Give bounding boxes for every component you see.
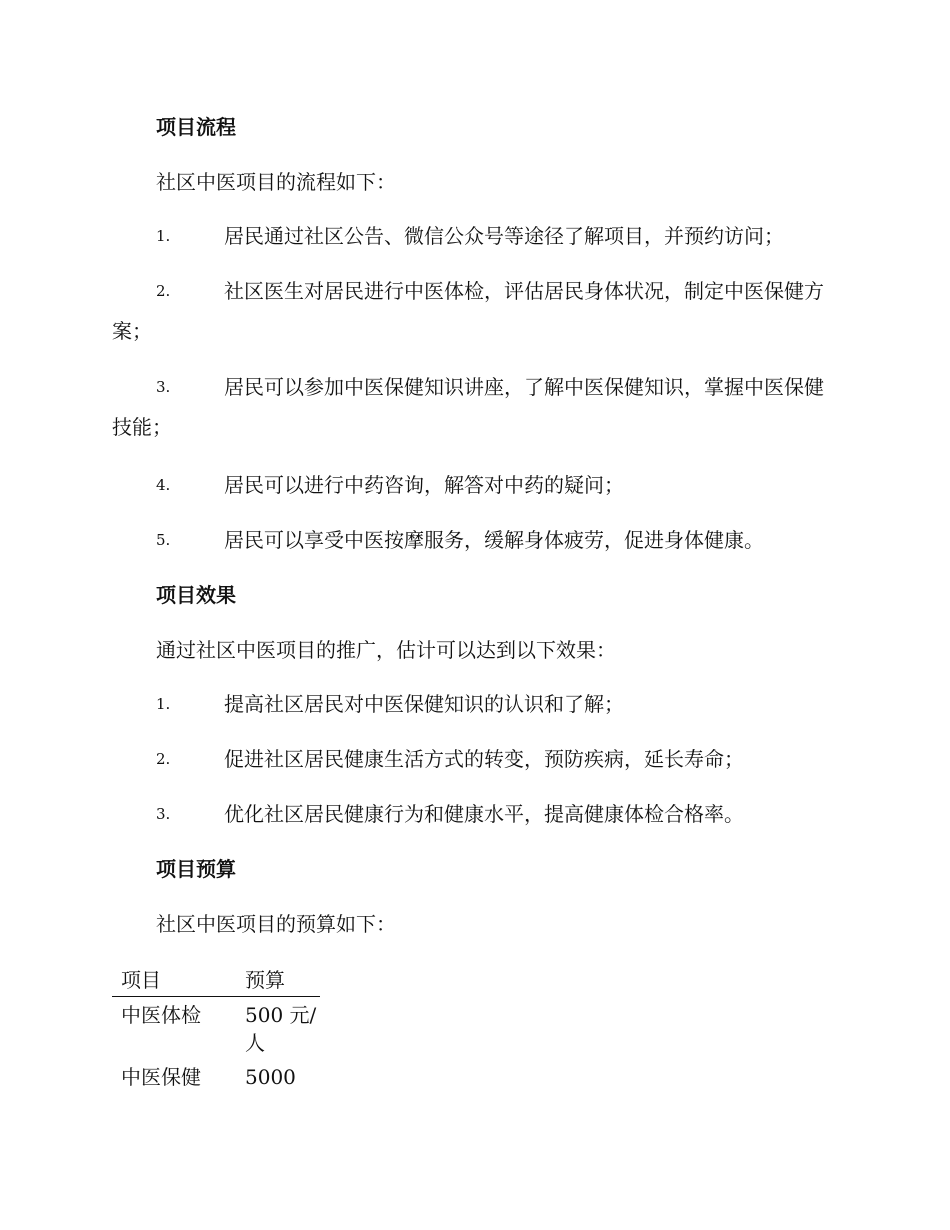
list-number: 1. <box>156 695 171 713</box>
section-heading-effect: 项目效果 <box>156 583 236 607</box>
list-number: 2. <box>156 750 171 768</box>
table-row <box>112 997 320 1058</box>
table-cell: 500 元/人 <box>245 1003 317 1055</box>
list-item-text: 居民可以进行中药咨询，解答对中药的疑问； <box>224 473 624 497</box>
process-intro: 社区中医项目的流程如下： <box>156 170 396 194</box>
process-list-item <box>112 216 834 256</box>
table-header-row <box>112 964 320 997</box>
list-number: 2. <box>156 282 171 300</box>
list-number: 3. <box>156 378 171 396</box>
effect-list-item <box>112 794 834 834</box>
list-number: 5. <box>156 531 171 549</box>
table-row <box>112 1057 320 1091</box>
table-cell: 5000 <box>245 1065 296 1089</box>
table-header-cell: 项目 <box>112 964 236 997</box>
list-item-text: 促进社区居民健康生活方式的转变，预防疾病，延长寿命； <box>224 747 744 771</box>
process-list-item <box>112 465 834 505</box>
list-item-text: 社区医生对居民进行中医体检，评估居民身体状况，制定中医保健方案； <box>112 279 824 343</box>
effect-list-item <box>112 739 834 779</box>
table-cell: 中医体检 <box>121 1003 201 1027</box>
budget-intro: 社区中医项目的预算如下： <box>156 912 396 936</box>
process-list-item <box>112 367 834 447</box>
list-item-text: 提高社区居民对中医保健知识的认识和了解； <box>224 692 624 716</box>
list-item-text: 居民可以参加中医保健知识讲座，了解中医保健知识，掌握中医保健技能； <box>112 375 824 439</box>
effect-intro: 通过社区中医项目的推广，估计可以达到以下效果： <box>156 638 616 662</box>
process-list-item <box>112 520 834 560</box>
list-number: 4. <box>156 476 171 494</box>
list-number: 1. <box>156 227 171 245</box>
list-number: 3. <box>156 805 171 823</box>
table-cell: 中医保健 <box>121 1065 201 1089</box>
table-header-cell: 预算 <box>236 964 320 997</box>
budget-table <box>112 964 320 1091</box>
list-item-text: 居民可以享受中医按摩服务，缓解身体疲劳，促进身体健康。 <box>224 528 764 552</box>
process-list-item <box>112 271 834 351</box>
effect-list-item <box>112 684 834 724</box>
section-heading-budget: 项目预算 <box>156 857 236 881</box>
list-item-text: 居民通过社区公告、微信公众号等途径了解项目，并预约访问； <box>224 224 784 248</box>
section-heading-process: 项目流程 <box>156 115 236 139</box>
list-item-text: 优化社区居民健康行为和健康水平，提高健康体检合格率。 <box>224 802 744 826</box>
